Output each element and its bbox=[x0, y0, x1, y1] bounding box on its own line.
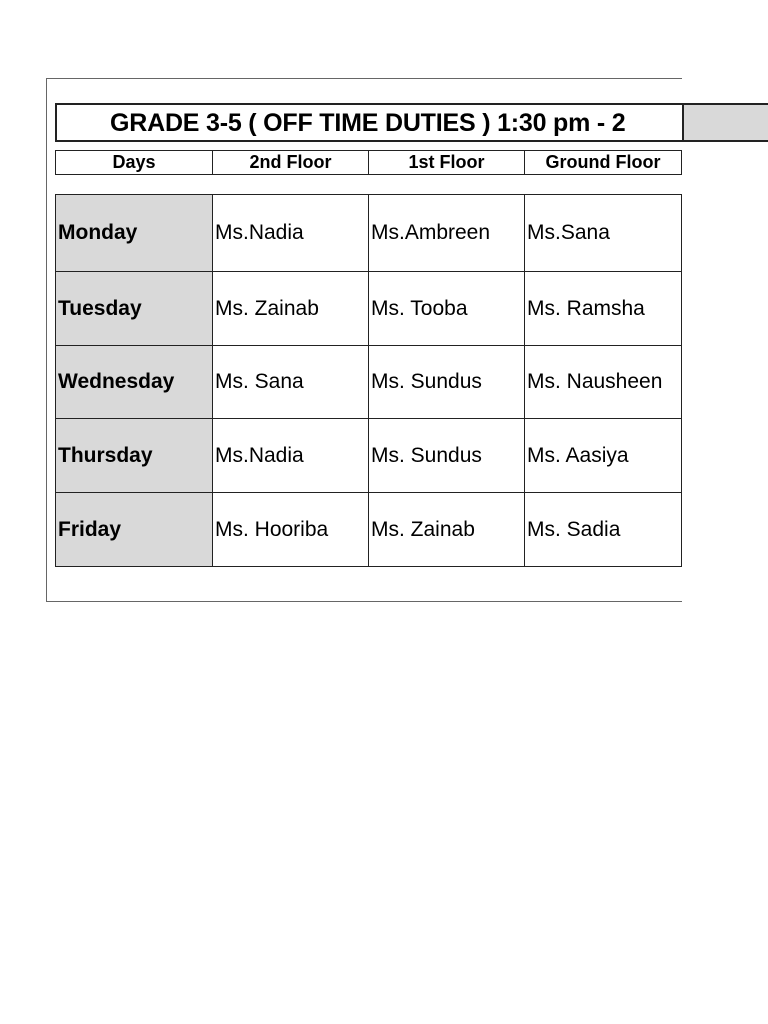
first-floor-cell: Ms.Ambreen bbox=[369, 195, 525, 272]
ground-floor-cell: Ms.Sana bbox=[525, 195, 682, 272]
second-floor-cell: Ms. Zainab bbox=[213, 272, 369, 346]
ground-floor-cell: Ms. Aasiya bbox=[525, 419, 682, 493]
second-floor-cell: Ms.Nadia bbox=[213, 419, 369, 493]
ground-floor-cell: Ms. Sadia bbox=[525, 493, 682, 567]
second-floor-cell: Ms.Nadia bbox=[213, 195, 369, 272]
header-days: Days bbox=[56, 151, 213, 175]
first-floor-cell: Ms. Sundus bbox=[369, 346, 525, 419]
day-cell: Monday bbox=[56, 195, 213, 272]
first-floor-cell: Ms. Zainab bbox=[369, 493, 525, 567]
duty-table bbox=[55, 194, 682, 567]
header-first-floor: 1st Floor bbox=[369, 151, 525, 175]
ground-floor-cell: Ms. Ramsha bbox=[525, 272, 682, 346]
table-row bbox=[56, 272, 682, 346]
table-row bbox=[56, 419, 682, 493]
header-second-floor: 2nd Floor bbox=[213, 151, 369, 175]
first-floor-cell: Ms. Tooba bbox=[369, 272, 525, 346]
header-ground-floor: Ground Floor bbox=[525, 151, 682, 175]
header-table bbox=[55, 150, 682, 175]
day-cell: Friday bbox=[56, 493, 213, 567]
second-floor-cell: Ms. Hooriba bbox=[213, 493, 369, 567]
title-cell bbox=[57, 105, 684, 140]
day-cell: Thursday bbox=[56, 419, 213, 493]
title-bar bbox=[55, 103, 768, 142]
day-cell: Tuesday bbox=[56, 272, 213, 346]
page-title: GRADE 3-5 ( OFF TIME DUTIES ) 1:30 pm - 2 bbox=[110, 109, 626, 137]
first-floor-cell: Ms. Sundus bbox=[369, 419, 525, 493]
header-row bbox=[56, 151, 682, 175]
table-row bbox=[56, 195, 682, 272]
table-row bbox=[56, 493, 682, 567]
table-row bbox=[56, 346, 682, 419]
ground-floor-cell: Ms. Nausheen bbox=[525, 346, 682, 419]
second-floor-cell: Ms. Sana bbox=[213, 346, 369, 419]
day-cell: Wednesday bbox=[56, 346, 213, 419]
